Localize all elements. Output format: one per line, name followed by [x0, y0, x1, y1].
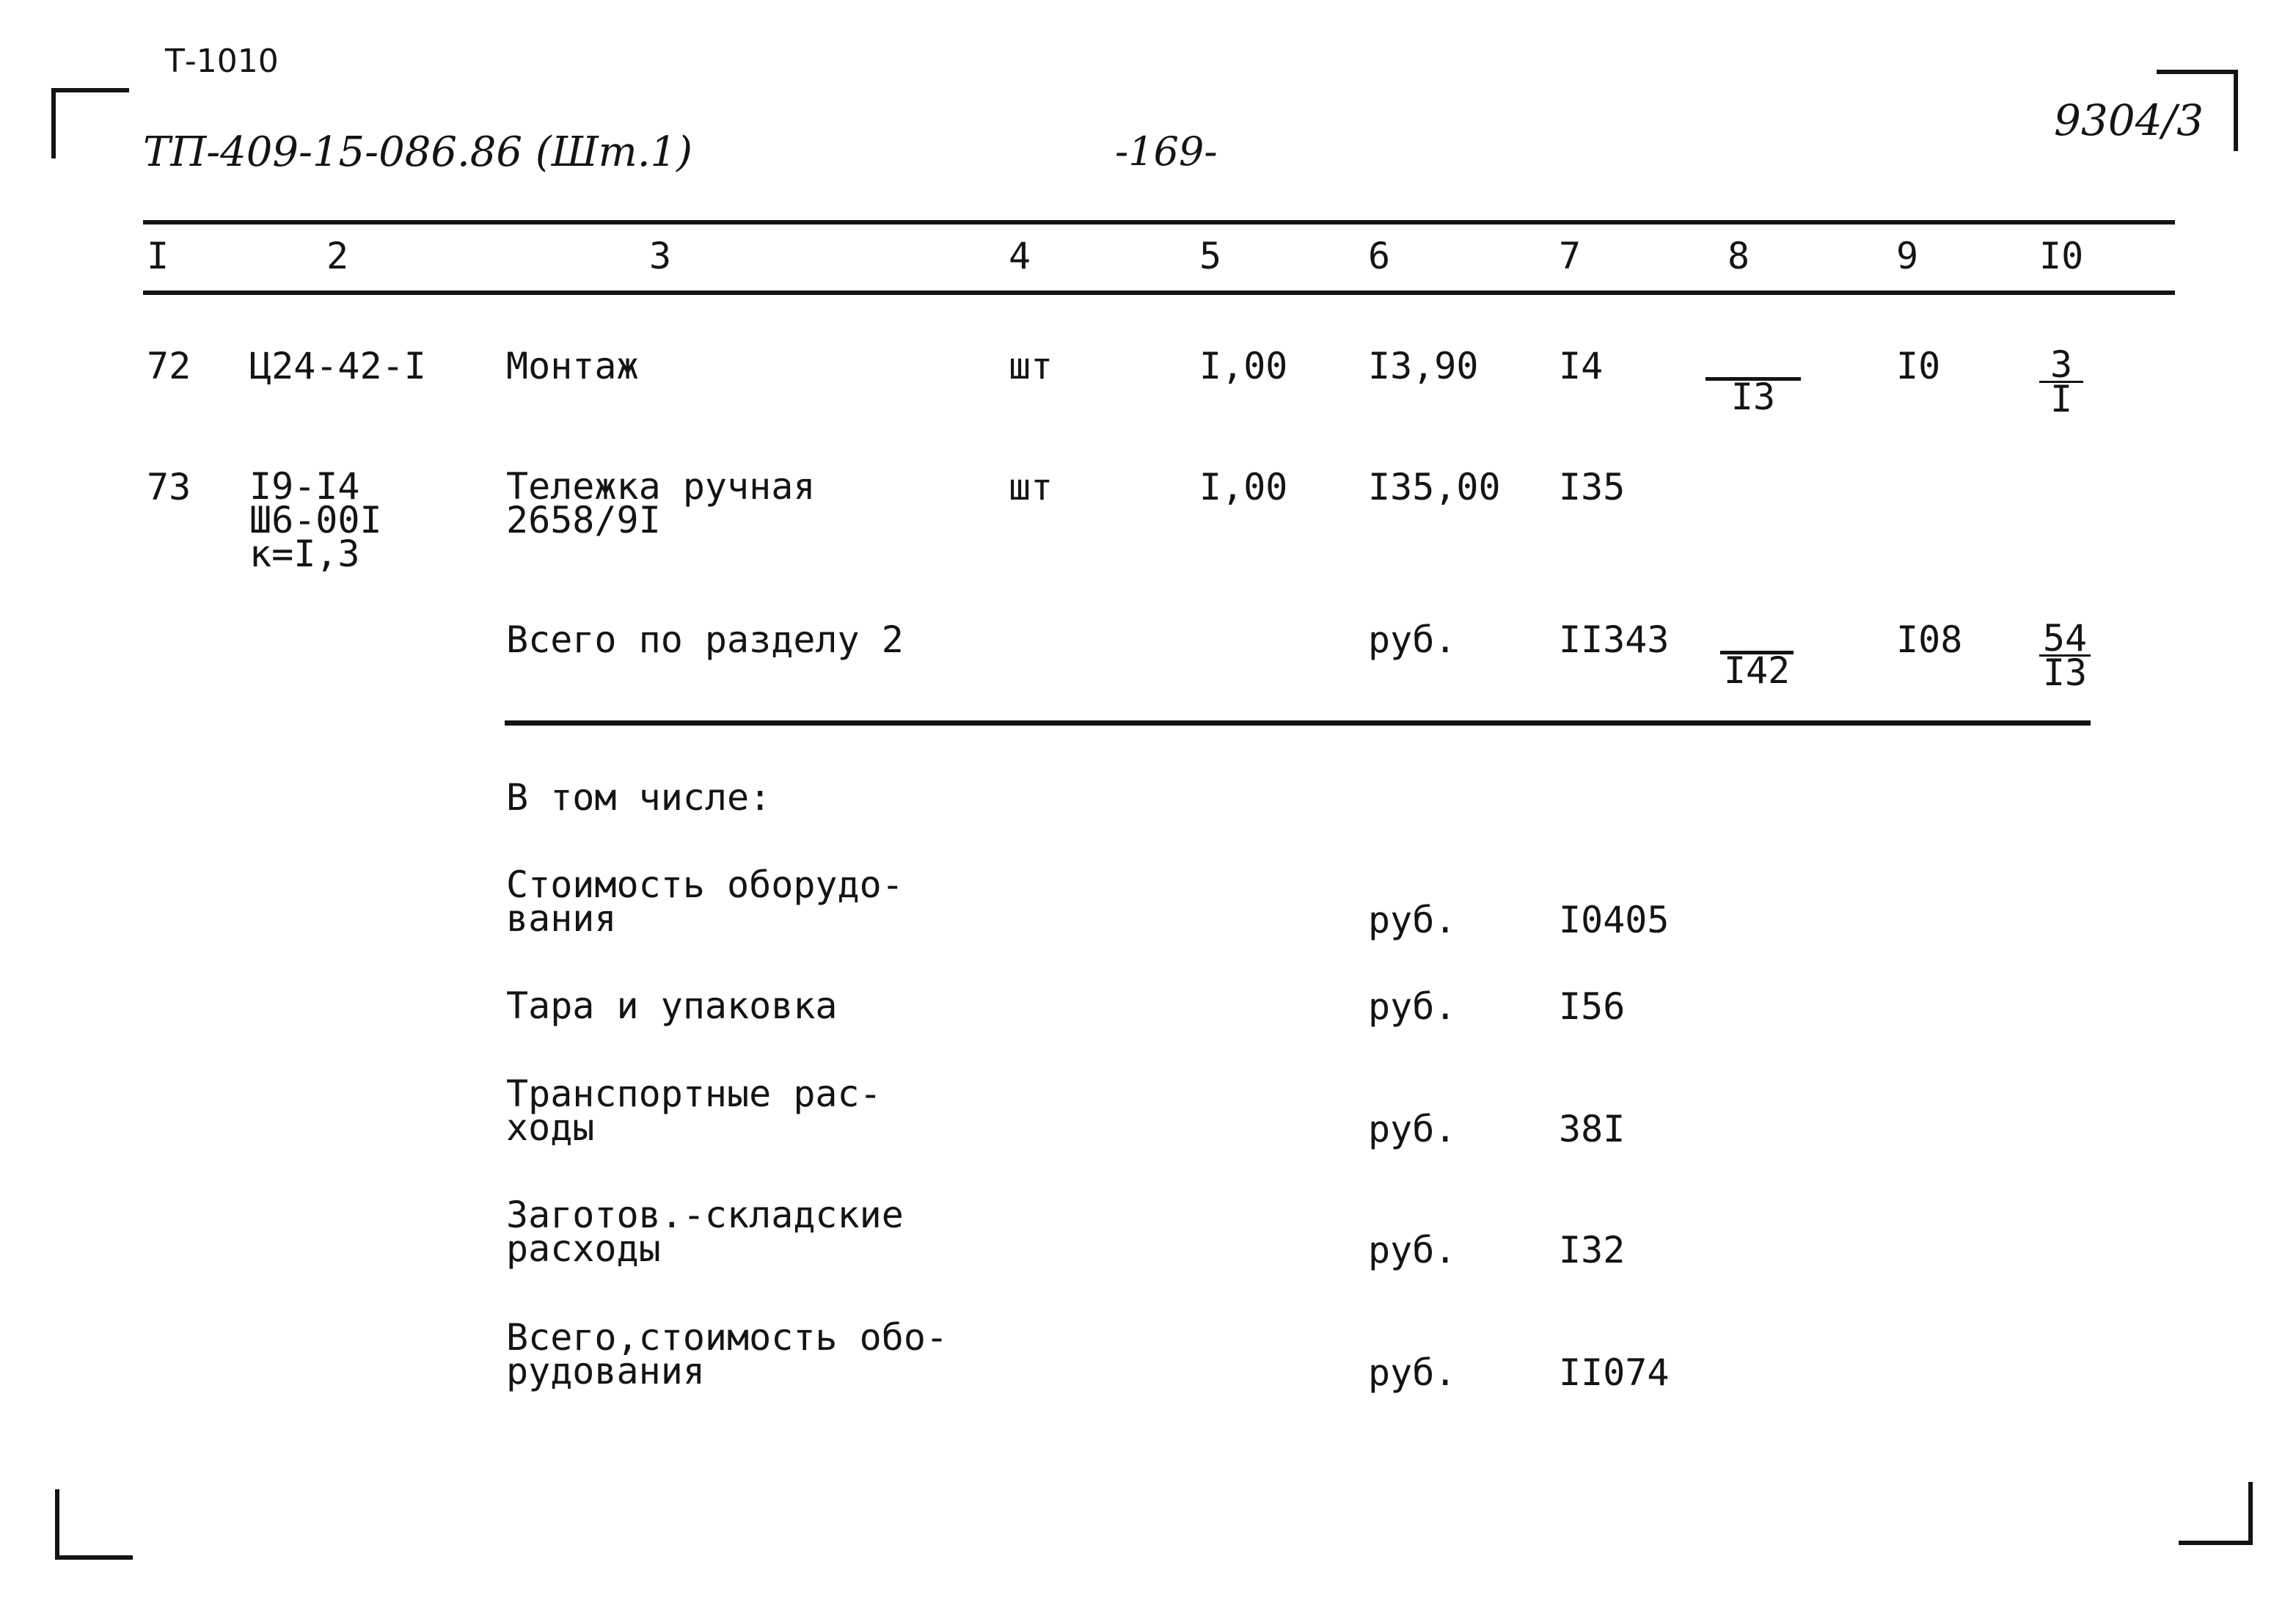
document-number: ТП-409-15-086.86 (Шт.1)	[143, 128, 692, 176]
price-code: Ц24-42-I	[249, 345, 426, 387]
cost-item-value: I32	[1559, 1229, 1626, 1271]
column-header-3: 3	[649, 235, 672, 277]
cost-item-label-line: Заготов.-складские	[506, 1194, 904, 1236]
corner-mark-bottom-left	[55, 1489, 133, 1560]
cost-item-label	[506, 985, 838, 1027]
row-number: 72	[147, 345, 191, 387]
cost-item-label-line: ходы	[506, 1106, 595, 1149]
item-name: Монтаж	[506, 345, 639, 387]
cost-item-label-line: Тара и упаковка	[506, 985, 838, 1027]
price-code	[249, 465, 382, 575]
section-col8-denominator: I42	[1720, 651, 1794, 687]
total-cost: I35	[1559, 466, 1626, 508]
section-col10-fraction	[2039, 617, 2091, 694]
col8-numerator	[1705, 345, 1801, 377]
cost-item-unit: руб.	[1368, 985, 1457, 1028]
item-name-line: Тележка ручная	[506, 465, 816, 508]
unit: шт	[1009, 345, 1053, 387]
col8-fraction	[1705, 345, 1801, 418]
section-col9-value: I08	[1896, 618, 1963, 661]
table-header-top-rule	[143, 220, 2175, 224]
unit-price: I35,00	[1368, 466, 1501, 508]
section-total-rule	[505, 720, 2091, 726]
quantity: I,00	[1199, 466, 1288, 508]
cost-item-label-line: рудования	[506, 1350, 705, 1392]
unit: шт	[1009, 466, 1053, 508]
cost-item-value: II074	[1559, 1351, 1670, 1394]
cost-item-unit: руб.	[1368, 899, 1457, 941]
cost-item-label	[506, 1073, 882, 1149]
item-name	[506, 465, 816, 541]
price-code-line: I9-I4	[249, 465, 360, 508]
row-number: 73	[147, 466, 191, 508]
column-header-10: I0	[2039, 235, 2084, 277]
cost-item-label-line: Стоимость оборудо-	[506, 863, 904, 906]
unit-price: I3,90	[1368, 345, 1479, 387]
cost-item-label-line: Транспортные рас-	[506, 1073, 882, 1115]
section-total-cost: II343	[1559, 618, 1670, 661]
corner-mark-bottom-right	[2179, 1482, 2253, 1545]
cost-item-value: I56	[1559, 985, 1626, 1028]
cost-item-label	[506, 1194, 904, 1270]
including-heading: В том числе:	[506, 776, 772, 819]
column-header-7: 7	[1559, 235, 1582, 277]
cost-item-label-line: расходы	[506, 1227, 661, 1270]
column-header-8: 8	[1728, 235, 1750, 277]
section-col10-numerator: 54	[2042, 617, 2088, 660]
column-header-9: 9	[1896, 235, 1919, 277]
column-header-6: 6	[1368, 235, 1391, 277]
section-col8-fraction	[1720, 618, 1794, 692]
cost-item-unit: руб.	[1368, 1229, 1457, 1271]
cost-item-label	[506, 1316, 948, 1392]
column-header-2: 2	[326, 235, 349, 277]
page-number: -169-	[1115, 128, 1218, 175]
cost-item-value: 38I	[1559, 1108, 1626, 1150]
section-col8-numerator	[1720, 618, 1794, 651]
price-code-line: Ш6-00I	[249, 499, 382, 541]
item-name-line: 2658/9I	[506, 499, 661, 541]
column-header-1: I	[147, 235, 169, 277]
quantity: I,00	[1199, 345, 1288, 387]
cost-item-value: I0405	[1559, 899, 1670, 941]
col10-numerator: 3	[2050, 343, 2073, 386]
section-total-unit: руб.	[1368, 618, 1457, 661]
section-total-label: Всего по разделу 2	[506, 618, 904, 661]
column-header-5: 5	[1199, 235, 1222, 277]
cost-item-label-line: Всего,стоимость обо-	[506, 1316, 948, 1359]
section-col10-denominator: I3	[2039, 654, 2091, 689]
table-header-bottom-rule	[143, 291, 2175, 295]
cost-item-label	[506, 863, 904, 940]
sheet-code: Т-1010	[165, 43, 279, 80]
archive-number: 9304/3	[2054, 95, 2204, 145]
col9-value: I0	[1896, 345, 1941, 387]
column-header-4: 4	[1009, 235, 1031, 277]
col10-fraction	[2039, 343, 2083, 420]
cost-item-unit: руб.	[1368, 1351, 1457, 1394]
corner-mark-top-left	[51, 88, 129, 158]
cost-item-unit: руб.	[1368, 1108, 1457, 1150]
col8-denominator: I3	[1705, 377, 1801, 413]
col10-denominator: I	[2039, 381, 2083, 415]
total-cost: I4	[1559, 345, 1604, 387]
price-code-line: к=I,3	[249, 533, 360, 575]
cost-item-label-line: вания	[506, 897, 617, 940]
